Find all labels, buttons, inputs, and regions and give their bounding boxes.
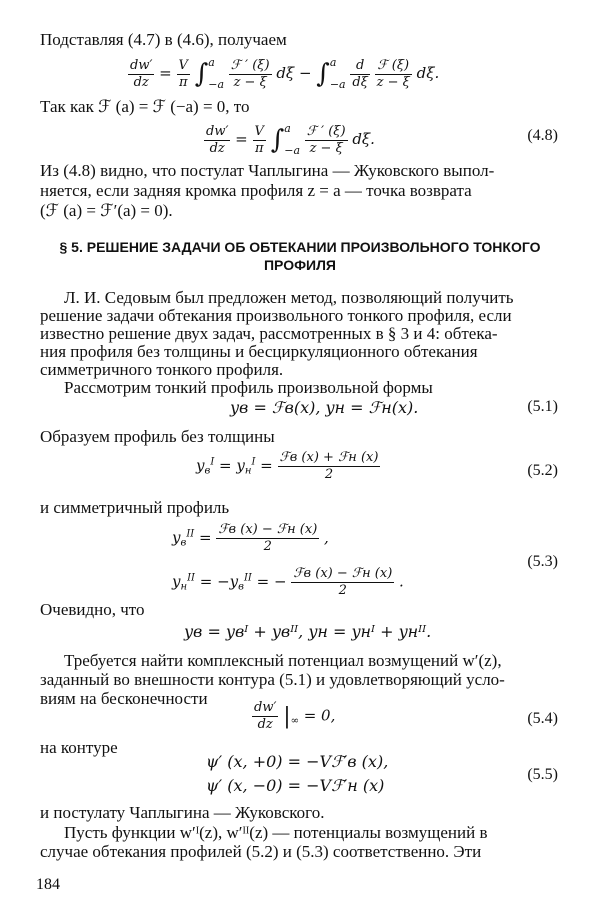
text-line: Пусть функции w′ᴵ(z), w′ᴵᴵ(z) — потенциалы возмущений в xyxy=(64,823,488,842)
text-line: заданный во внешности контура (5.1) и удовлетворяющий усло- xyxy=(40,670,505,689)
integral-limits: a −a xyxy=(208,56,225,91)
text-line: и постулату Чаплыгина — Жуковского. xyxy=(40,803,325,822)
equation-5-3b: $y_н^{II} = -y_в^{II}$ = − $\frac{\text{ℱв (x) − ℱн (x)}}{2}$ . xyxy=(172,566,404,598)
fraction: $\frac{\text{ℱв (x) + ℱн (x)}}{2}$ xyxy=(279,450,379,482)
fraction: $\frac{V}{\pi}$ xyxy=(254,123,264,156)
text-line: симметричного тонкого профиля. xyxy=(40,360,284,379)
text-line: Образуем профиль без толщины xyxy=(40,427,275,446)
integral-limits: a −a xyxy=(329,56,346,91)
equation-number: (5.2) xyxy=(527,462,558,479)
text-line: Л. И. Седовым был предложен метод, позволяющий получить xyxy=(64,288,514,307)
fraction: $\frac{dw'}{dz}$ xyxy=(206,123,229,156)
text-line: решение задачи обтекания произвольного тонкого профиля, если xyxy=(40,306,512,325)
equation-dw-dz: $\frac{dw'}{dz}$ = $\frac{V}{\pi}$ ∫a −a $\frac{\text{ℱ ′ (ξ)}}{z - \xi}$ dξ − ∫a −a $\frac{d}{d\xi}$ $\frac{\text{ℱ (ξ)}}{z - \xi}$ dξ. xyxy=(128,52,439,96)
fraction: $\frac{dw'}{dz}$ xyxy=(254,700,277,732)
text-line: (ℱ (a) = ℱ′(a) = 0). xyxy=(40,201,173,220)
fraction: $\frac{\text{ℱв (x) − ℱн (x)}}{2}$ xyxy=(293,566,393,598)
text-line: Рассмотрим тонкий профиль произвольной формы xyxy=(64,378,433,397)
page-number: 184 xyxy=(36,876,60,893)
section-heading: § 5. РЕШЕНИЕ ЗАДАЧИ ОБ ОБТЕКАНИИ ПРОИЗВОЛЬНОГО ТОНКОГО xyxy=(59,239,541,255)
equation-number: (5.3) xyxy=(527,553,558,570)
text-line: известно решение двух задач, рассмотренных в § 3 и 4: обтека- xyxy=(40,324,498,343)
fraction: $\frac{\text{ℱ (ξ)}}{z - \xi}$ xyxy=(376,57,410,90)
fraction: $\frac{\text{ℱ ′ (ξ)}}{z - \xi}$ xyxy=(306,123,346,156)
fraction: $\frac{\text{ℱ ′ (ξ)}}{z - \xi}$ xyxy=(230,57,270,90)
equation-number: (5.4) xyxy=(527,710,558,727)
text-line: Подставляя (4.7) в (4.6), получаем xyxy=(40,30,287,49)
text-line: случае обтекания профилей (5.2) и (5.3) соответственно. Эти xyxy=(40,842,482,861)
fraction: $\frac{d}{d\xi}$ xyxy=(352,57,368,90)
text-line: Требуется найти комплексный потенциал возмущений w′(z), xyxy=(64,651,502,670)
fraction: $\frac{\text{ℱв (x) − ℱн (x)}}{2}$ xyxy=(218,522,318,554)
equation-5-4: $\frac{dw'}{dz}$ $|_\infty = 0$, xyxy=(254,700,336,732)
integral-sign: ∫ xyxy=(316,59,330,89)
equation-5-5b: ψ′ (x, −0) = −Vℱ′н (x) xyxy=(206,776,385,795)
text-line: Из (4.8) видно, что постулат Чаплыгина — Жуковского выпол- xyxy=(40,161,495,180)
text-line: Так как ℱ (a) = ℱ (−a) = 0, то xyxy=(40,97,250,116)
text-line: и симметричный профиль xyxy=(40,498,230,517)
text-line: на контуре xyxy=(40,738,118,757)
text-line: ния профиля без толщины и бесциркуляционного обтекания xyxy=(40,342,478,361)
equation-5-2: $y_в^I = y_н^I$ = $\frac{\text{ℱв (x) + ℱн (x)}}{2}$ xyxy=(196,450,379,482)
text-line: няется, если задняя кромка профиля z = a — точка возврата xyxy=(40,181,472,200)
fraction: $\frac{dw'}{dz}$ xyxy=(130,57,153,90)
fraction: $\frac{V}{\pi}$ xyxy=(178,57,188,90)
equation-5-5a: ψ′ (x, +0) = −Vℱ′в (x), xyxy=(206,752,389,771)
equation-4-8: $\frac{dw'}{dz}$ = $\frac{V}{\pi}$ ∫a −a $\frac{\text{ℱ ′ (ξ)}}{z - \xi}$ dξ. xyxy=(204,118,375,162)
equation-number: (5.5) xyxy=(527,766,558,783)
integral-sign: ∫ xyxy=(270,125,285,155)
section-heading-cont: ПРОФИЛЯ xyxy=(263,257,336,273)
equation-sum: yв = yвᴵ + yвᴵᴵ, yн = yнᴵ + yнᴵᴵ. xyxy=(184,622,432,641)
equation-5-3a: $y_в^{II}$ = $\frac{\text{ℱв (x) − ℱн (x)}}{2}$ , xyxy=(172,522,329,554)
equation-number: (5.1) xyxy=(527,398,558,415)
integral-limits: a −a xyxy=(284,122,301,157)
text-line: Очевидно, что xyxy=(40,600,145,619)
equation-number: (4.8) xyxy=(527,127,558,144)
equation-5-1: yв = ℱв(x), yн = ℱн(x). xyxy=(230,398,419,417)
text-line: виям на бесконечности xyxy=(40,689,208,708)
integral-sign: ∫ xyxy=(194,59,209,89)
